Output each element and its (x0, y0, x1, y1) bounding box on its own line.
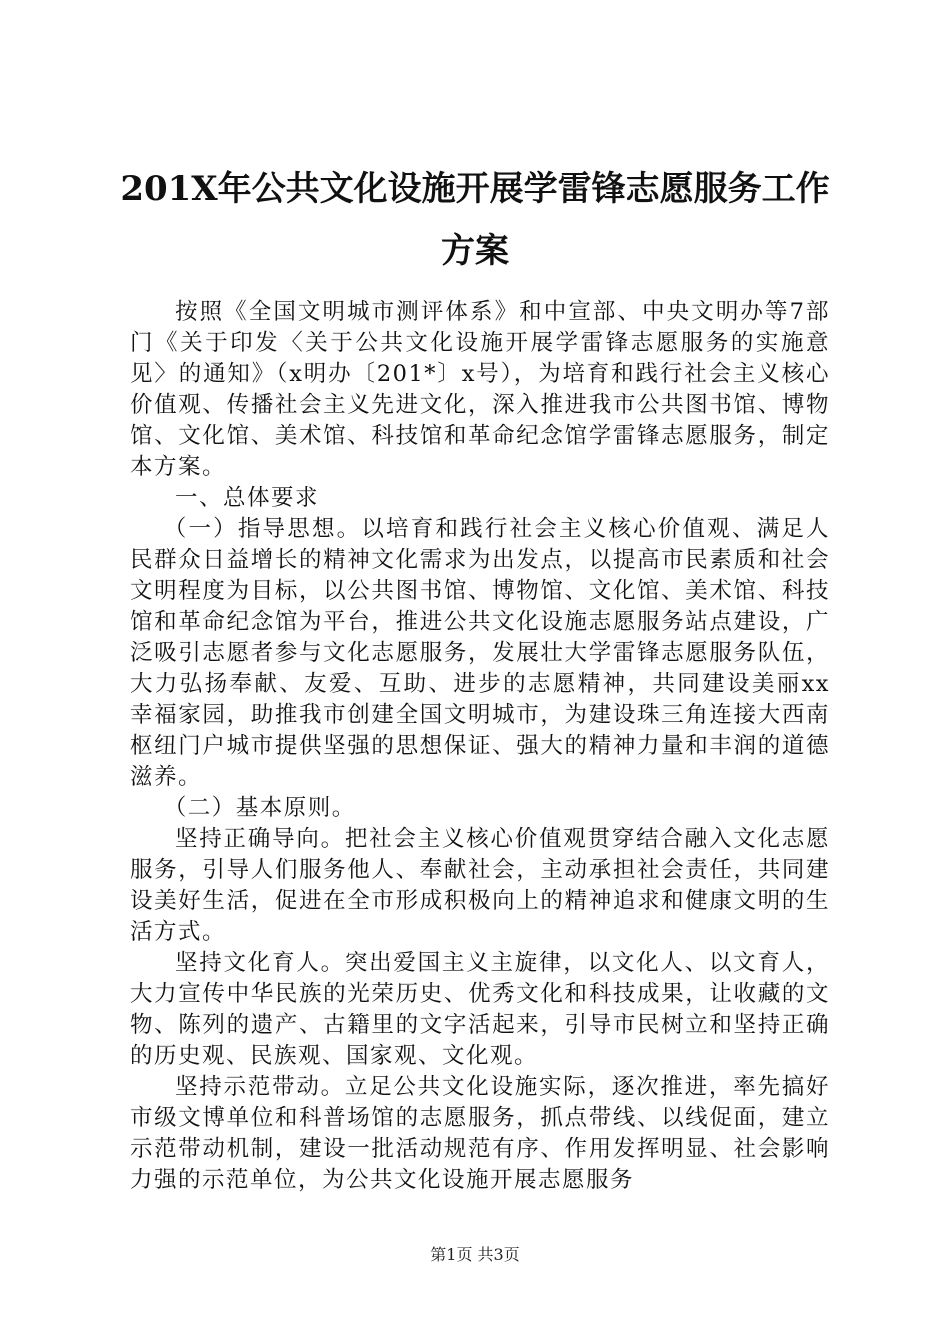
principle-cultural-education-paragraph: 坚持文化育人。突出爱国主义主旋律，以文化人、以文育人，大力宣传中华民族的光荣历史、优秀文化和科技成果，让收藏的文物、陈列的遗产、古籍里的文字活起来，引导市民树立和坚持正确的历史观、民族观、国家观、文化观。 (130, 950, 830, 1069)
page-footer: 第1页 共3页 (430, 1245, 520, 1264)
section-heading-general-requirements: 一、总体要求 (175, 485, 320, 511)
principle-demonstration-paragraph: 坚持示范带动。立足公共文化设施实际，逐次推进，率先搞好市级文博单位和科普场馆的志愿服务，抓点带线、以线促面，建立示范带动机制，建设一批活动规范有序、作用发挥明显、社会影响力强的示范单位，为公共文化设施开展志愿服务 (130, 1074, 830, 1193)
guiding-thought-paragraph: （一）指导思想。以培育和践行社会主义核心价值观、满足人民群众日益增长的精神文化需求为出发点，以提高市民素质和社会文明程度为目标，以公共图书馆、博物馆、文化馆、美术馆、科技馆和革命纪念馆为平台，推进公共文化设施志愿服务站点建设，广泛吸引志愿者参与文化志愿服务，发展壮大学雷锋志愿服务队伍，大力弘扬奉献、友爱、互助、进步的志愿精神，共同建设美丽xx幸福家园，助推我市创建全国文明城市，为建设珠三角连接大西南枢纽门户城市提供坚强的思想保证、强大的精神力量和丰润的道德滋养。 (130, 516, 830, 790)
intro-paragraph: 按照《全国文明城市测评体系》和中宣部、中央文明办等7部门《关于印发〈关于公共文化设施开展学雷锋志愿服务的实施意见〉的通知》（x明办〔201*〕x号），为培育和践行社会主义核心价值观、传播社会主义先进文化，深入推进我市公共图书馆、博物馆、文化馆、美术馆、科技馆和革命纪念馆学雷锋志愿服务，制定本方案。 (130, 299, 830, 480)
principle-correct-orientation-paragraph: 坚持正确导向。把社会主义核心价值观贯穿结合融入文化志愿服务，引导人们服务他人、奉献社会，主动承担社会责任，共同建设美好生活，促进在全市形成积极向上的精神追求和健康文明的生活方式。 (130, 826, 830, 945)
basic-principles-heading: （二）基本原则。 (163, 795, 356, 821)
document-body (130, 297, 830, 1196)
document-title: 201X年公共文化设施开展学雷锋志愿服务工作方案 (120, 169, 830, 271)
